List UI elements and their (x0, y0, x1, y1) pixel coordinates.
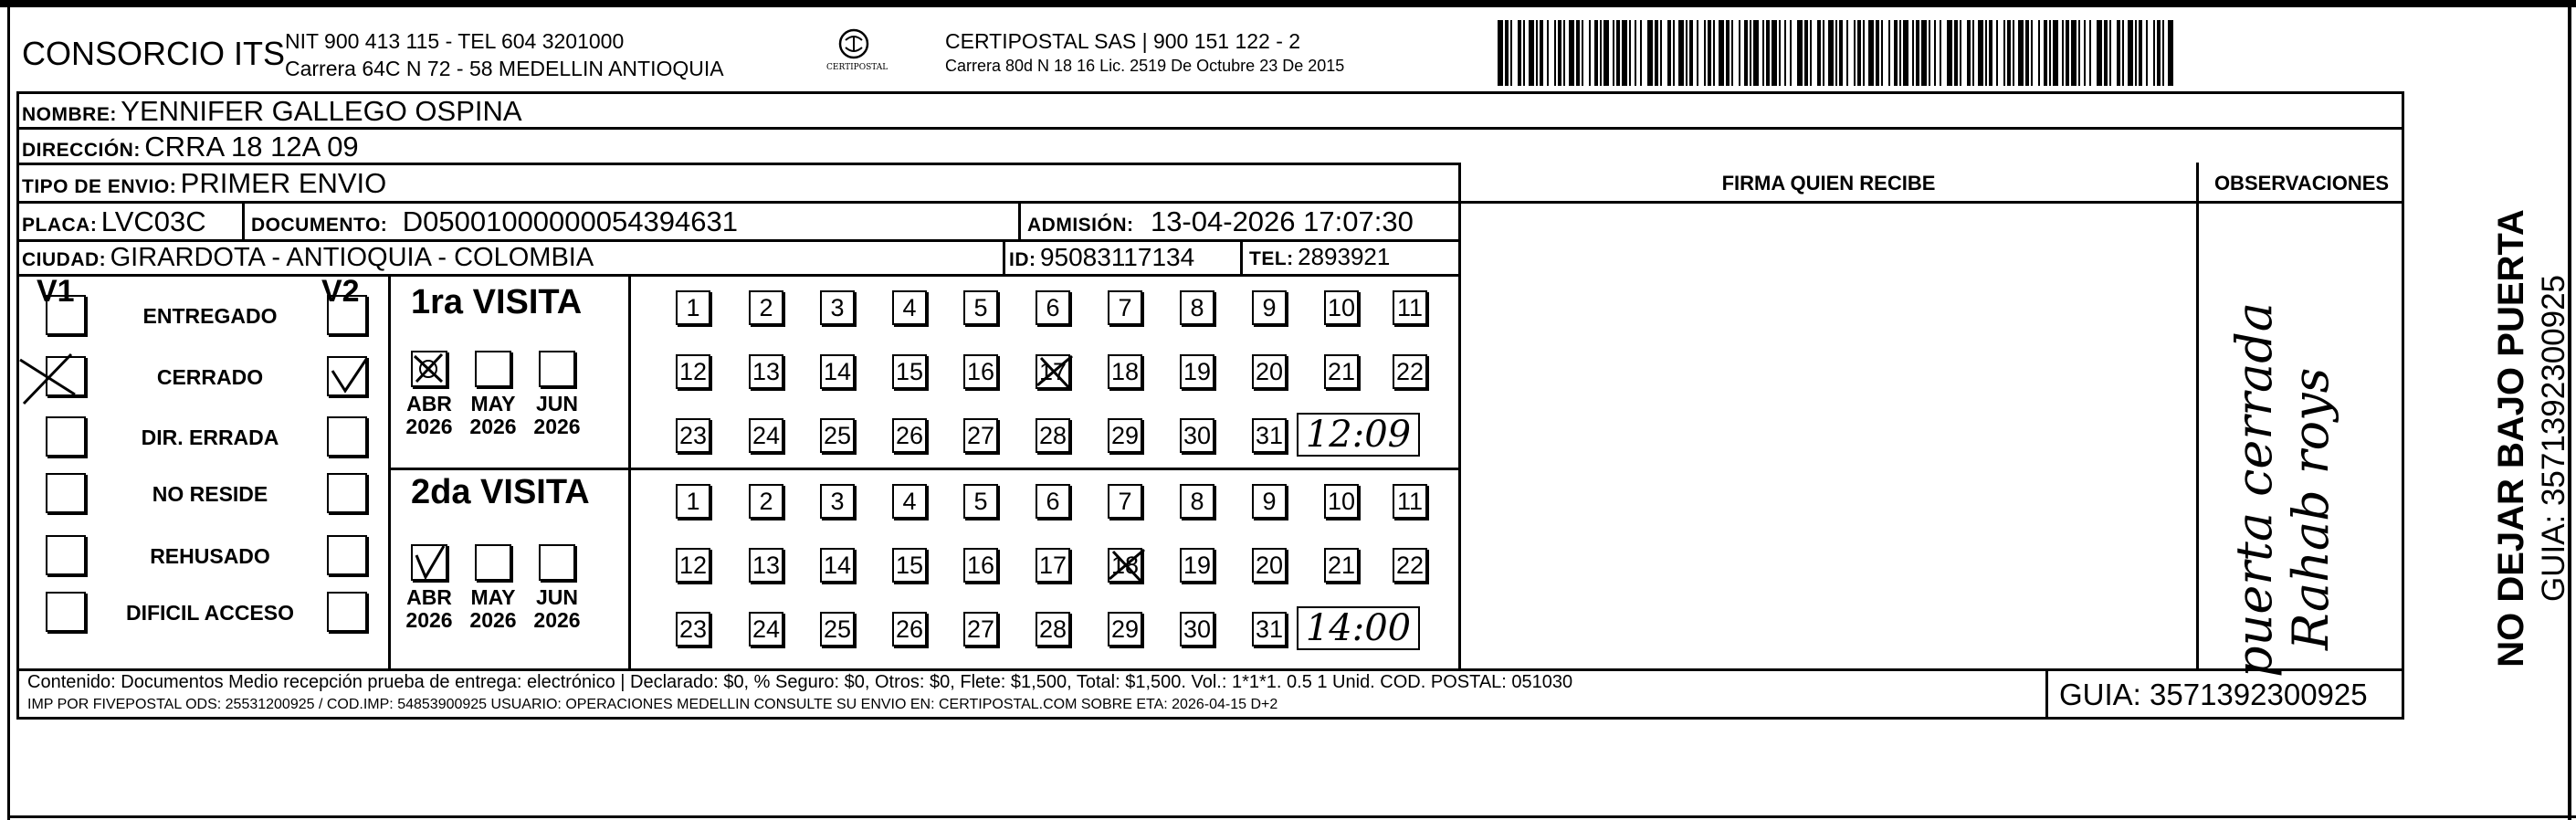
month-year: 2026 (469, 608, 517, 632)
day-box[interactable]: 14 (820, 354, 855, 389)
id-label: ID: (1009, 249, 1036, 270)
day-box[interactable]: 25 (820, 612, 855, 647)
handwritten-check-mark (411, 544, 447, 581)
day-box[interactable]: 29 (1108, 612, 1142, 647)
month-label (402, 586, 457, 632)
month-checkbox[interactable] (539, 351, 575, 387)
day-box[interactable]: 4 (892, 290, 927, 325)
company-name: CONSORCIO ITS (22, 35, 286, 72)
certipostal-line: CERTIPOSTAL SAS | 900 151 122 - 2 (945, 29, 1301, 53)
month-year: 2026 (405, 608, 453, 632)
firma-header-line (1458, 201, 2404, 204)
month-name: ABR (406, 392, 452, 415)
top-edge (0, 0, 2576, 7)
divider (242, 201, 245, 239)
tipo-label: TIPO DE ENVIO: (22, 176, 177, 197)
side-guia-text: GUIA: 3571392300925 (2536, 274, 2571, 603)
day-box[interactable]: 6 (1036, 484, 1070, 519)
v1-checkbox[interactable] (46, 592, 86, 632)
day-box[interactable]: 26 (892, 418, 927, 453)
tipo-row (22, 167, 386, 200)
day-box[interactable]: 8 (1180, 290, 1214, 325)
tel-label: TEL: (1249, 248, 1294, 269)
v2-checkbox[interactable] (327, 473, 367, 513)
v2-checkbox[interactable] (327, 535, 367, 575)
documento-value: D05001000000054394631 (402, 205, 738, 237)
month-name: JUN (535, 392, 578, 415)
day-box[interactable]: 23 (676, 612, 710, 647)
footer-line-2: IMP POR FIVEPOSTAL ODS: 25531200925 / COD.IMP: 54853900925 USUARIO: OPERACIONES MEDELLIN CONSULTE SU ENVIO EN: CERTIPOSTAL.COM SOBRE ETA: 2026-04-15 D+2 (27, 697, 1278, 712)
day-box[interactable]: 4 (892, 484, 927, 519)
day-box[interactable]: 1 (676, 290, 710, 325)
day-box[interactable]: 3 (820, 290, 855, 325)
v2-label: V2 (321, 274, 360, 309)
firma-header: FIRMA QUIEN RECIBE (1721, 172, 1936, 194)
day-box[interactable]: 27 (963, 612, 998, 647)
day-box[interactable]: 24 (749, 418, 783, 453)
status-label: REHUSADO (150, 544, 270, 568)
day-box[interactable]: 10 (1324, 290, 1359, 325)
day-box[interactable]: 21 (1324, 354, 1359, 389)
month-name: MAY (470, 585, 516, 609)
day-box[interactable]: 6 (1036, 290, 1070, 325)
direccion-row (22, 131, 359, 163)
status-label: CERRADO (156, 365, 264, 389)
v1-label: V1 (37, 274, 75, 309)
v1-checkbox[interactable] (46, 416, 86, 457)
company-info (285, 27, 724, 82)
month-name: ABR (406, 585, 452, 609)
direccion-label: DIRECCIÓN: (22, 140, 141, 161)
day-box[interactable]: 22 (1393, 548, 1427, 583)
day-box[interactable]: 11 (1393, 484, 1427, 519)
month-divider (628, 274, 631, 669)
tel-field (1249, 243, 1390, 271)
day-box[interactable]: 2 (749, 290, 783, 325)
day-box[interactable]: 13 (749, 354, 783, 389)
day-box[interactable]: 3 (820, 484, 855, 519)
month-checkbox[interactable] (539, 544, 575, 581)
handwritten-x-mark (16, 351, 89, 405)
day-box[interactable]: 7 (1108, 290, 1142, 325)
day-box[interactable]: 21 (1324, 548, 1359, 583)
status-label: DIR. ERRADA (141, 426, 279, 449)
day-box[interactable]: 15 (892, 354, 927, 389)
admision-value: 13-04-2026 17:07:30 (1150, 205, 1414, 237)
day-box[interactable]: 9 (1252, 290, 1287, 325)
day-box[interactable]: 31 (1252, 612, 1287, 647)
day-box[interactable]: 8 (1180, 484, 1214, 519)
nit-line: NIT 900 413 115 - TEL 604 3201000 (285, 29, 625, 53)
observacion-line-2: Rahab roys (2282, 367, 2339, 650)
v1-checkbox[interactable] (46, 356, 86, 396)
footer-right-line (2402, 669, 2404, 720)
day-box[interactable]: 5 (963, 484, 998, 519)
divider (1240, 239, 1243, 274)
id-field (1009, 243, 1194, 272)
direccion-value: CRRA 18 12A 09 (144, 131, 359, 163)
day-box[interactable]: 17 (1036, 548, 1070, 583)
month-checkbox[interactable] (411, 544, 447, 581)
nombre-label: NOMBRE: (22, 104, 117, 125)
placa-value: LVC03C (100, 205, 206, 237)
ciudad-label: CIUDAD: (22, 249, 107, 270)
month-checkbox[interactable] (411, 351, 447, 387)
row-line (16, 274, 1459, 277)
v1-checkbox[interactable] (46, 473, 86, 513)
no-dejar-text: NO DEJAR BAJO PUERTA (2491, 209, 2531, 668)
handwritten-check-mark (327, 354, 373, 400)
admision-field (1027, 205, 1414, 238)
month-year: 2026 (405, 415, 453, 438)
second-visit-title: 2da VISITA (411, 473, 590, 511)
month-year: 2026 (469, 415, 517, 438)
month-year: 2026 (533, 415, 581, 438)
documento-field (251, 205, 738, 238)
documento-label: DOCUMENTO: (251, 215, 388, 236)
day-box[interactable]: 27 (963, 418, 998, 453)
logo-text: CERTIPOSTAL (826, 63, 888, 72)
month-name: MAY (470, 392, 516, 415)
observacion-line-1: puerta cerrada (2225, 302, 2283, 678)
day-box[interactable]: 5 (963, 290, 998, 325)
day-box[interactable]: 1 (676, 484, 710, 519)
month-label (530, 393, 584, 438)
day-box[interactable]: 16 (963, 548, 998, 583)
day-box[interactable]: 18 (1108, 354, 1142, 389)
divider (1003, 239, 1005, 274)
day-box[interactable]: 12 (676, 354, 710, 389)
day-box[interactable]: 19 (1180, 354, 1214, 389)
day-box[interactable]: 30 (1180, 612, 1214, 647)
visit-time-box[interactable] (1297, 606, 1420, 650)
day-box[interactable]: 24 (749, 612, 783, 647)
footer-guia: GUIA: 3571392300925 (2059, 678, 2368, 711)
day-box[interactable]: 13 (749, 548, 783, 583)
placa-field (22, 205, 206, 238)
barcode-bar (2168, 20, 2173, 86)
v2-checkbox[interactable] (327, 356, 367, 396)
id-value: 95083117134 (1039, 243, 1195, 271)
day-box[interactable]: 11 (1393, 290, 1427, 325)
day-box[interactable]: 17 (1036, 354, 1070, 389)
nombre-value: YENNIFER GALLEGO OSPINA (121, 95, 522, 127)
handwritten-x-mark (1104, 542, 1150, 593)
v2-checkbox[interactable] (327, 416, 367, 457)
day-box[interactable]: 28 (1036, 418, 1070, 453)
v1-checkbox[interactable] (46, 535, 86, 575)
month-label (466, 586, 520, 632)
bottom-edge (7, 815, 2576, 818)
observaciones-divider (2196, 163, 2199, 669)
footer-divider (2045, 669, 2048, 720)
placa-label: PLACA: (22, 215, 98, 236)
month-name: JUN (535, 585, 578, 609)
admision-label: ADMISIÓN: (1027, 215, 1134, 236)
day-box[interactable]: 20 (1252, 354, 1287, 389)
month-checkbox[interactable] (475, 351, 511, 387)
logo-icon (836, 27, 872, 62)
status-label: NO RESIDE (152, 482, 268, 506)
v2-checkbox[interactable] (327, 592, 367, 632)
v1-checkbox[interactable] (46, 295, 86, 335)
first-visit-title: 1ra VISITA (411, 283, 583, 321)
day-box[interactable]: 23 (676, 418, 710, 453)
barcode (1498, 20, 2182, 86)
month-label (466, 393, 520, 438)
status-label: ENTREGADO (142, 304, 278, 328)
day-box[interactable]: 12 (676, 548, 710, 583)
ciudad-value: GIRARDOTA - ANTIOQUIA - COLOMBIA (110, 243, 594, 272)
day-box[interactable]: 10 (1324, 484, 1359, 519)
day-box[interactable]: 22 (1393, 354, 1427, 389)
visit-time-box[interactable] (1297, 413, 1420, 457)
ciudad-field (22, 243, 594, 273)
observaciones-notes (2226, 294, 2339, 678)
day-box[interactable]: 15 (892, 548, 927, 583)
month-year: 2026 (533, 608, 581, 632)
day-box[interactable]: 26 (892, 612, 927, 647)
day-box[interactable]: 14 (820, 548, 855, 583)
day-box[interactable]: 19 (1180, 548, 1214, 583)
address-line: Carrera 64C N 72 - 58 MEDELLIN ANTIOQUIA (285, 57, 724, 80)
status-label: DIFICIL ACCESO (125, 601, 294, 625)
month-label (530, 586, 584, 632)
day-box[interactable]: 20 (1252, 548, 1287, 583)
status-divider (388, 274, 391, 669)
day-box[interactable]: 28 (1036, 612, 1070, 647)
day-box[interactable]: 29 (1108, 418, 1142, 453)
observaciones-header: OBSERVACIONES (2213, 172, 2390, 194)
tel-value: 2893921 (1298, 243, 1391, 270)
visit-time: 12:09 (1305, 414, 1412, 456)
day-box[interactable]: 9 (1252, 484, 1287, 519)
day-box[interactable]: 7 (1108, 484, 1142, 519)
tipo-value: PRIMER ENVIO (180, 167, 387, 199)
v2-checkbox[interactable] (327, 295, 367, 335)
month-label (402, 393, 457, 438)
left-edge (7, 0, 10, 820)
footer-left-line (16, 669, 19, 720)
handwritten-x-mark (411, 351, 447, 387)
license-line: Carrera 80d N 18 16 Lic. 2519 De Octubre 23 De 2015 (945, 57, 1345, 75)
day-box[interactable]: 2 (749, 484, 783, 519)
day-box[interactable]: 25 (820, 418, 855, 453)
divider (1018, 201, 1021, 239)
month-checkbox[interactable] (475, 544, 511, 581)
visit-time: 14:00 (1305, 607, 1412, 649)
day-box[interactable]: 16 (963, 354, 998, 389)
row-line (16, 239, 1459, 242)
visit-divider (388, 468, 1458, 470)
footer-line-1: Contenido: Documentos Medio recepción prueba de entrega: electrónico | Declarado: $0, % Seguro: $0, Otros: $0, Flete: $1,500, Total: $1,500. Vol.: 1*1*1. 0.5 1 Unid. COD. POSTAL: 051030 (27, 672, 1573, 692)
day-box[interactable]: 31 (1252, 418, 1287, 453)
handwritten-x-mark (1032, 349, 1078, 399)
nombre-row (22, 95, 522, 128)
day-box[interactable]: 18 (1108, 548, 1142, 583)
certipostal-logo (826, 27, 888, 72)
day-box[interactable]: 30 (1180, 418, 1214, 453)
certipostal-info (945, 27, 1344, 77)
firma-divider (1458, 163, 1461, 669)
